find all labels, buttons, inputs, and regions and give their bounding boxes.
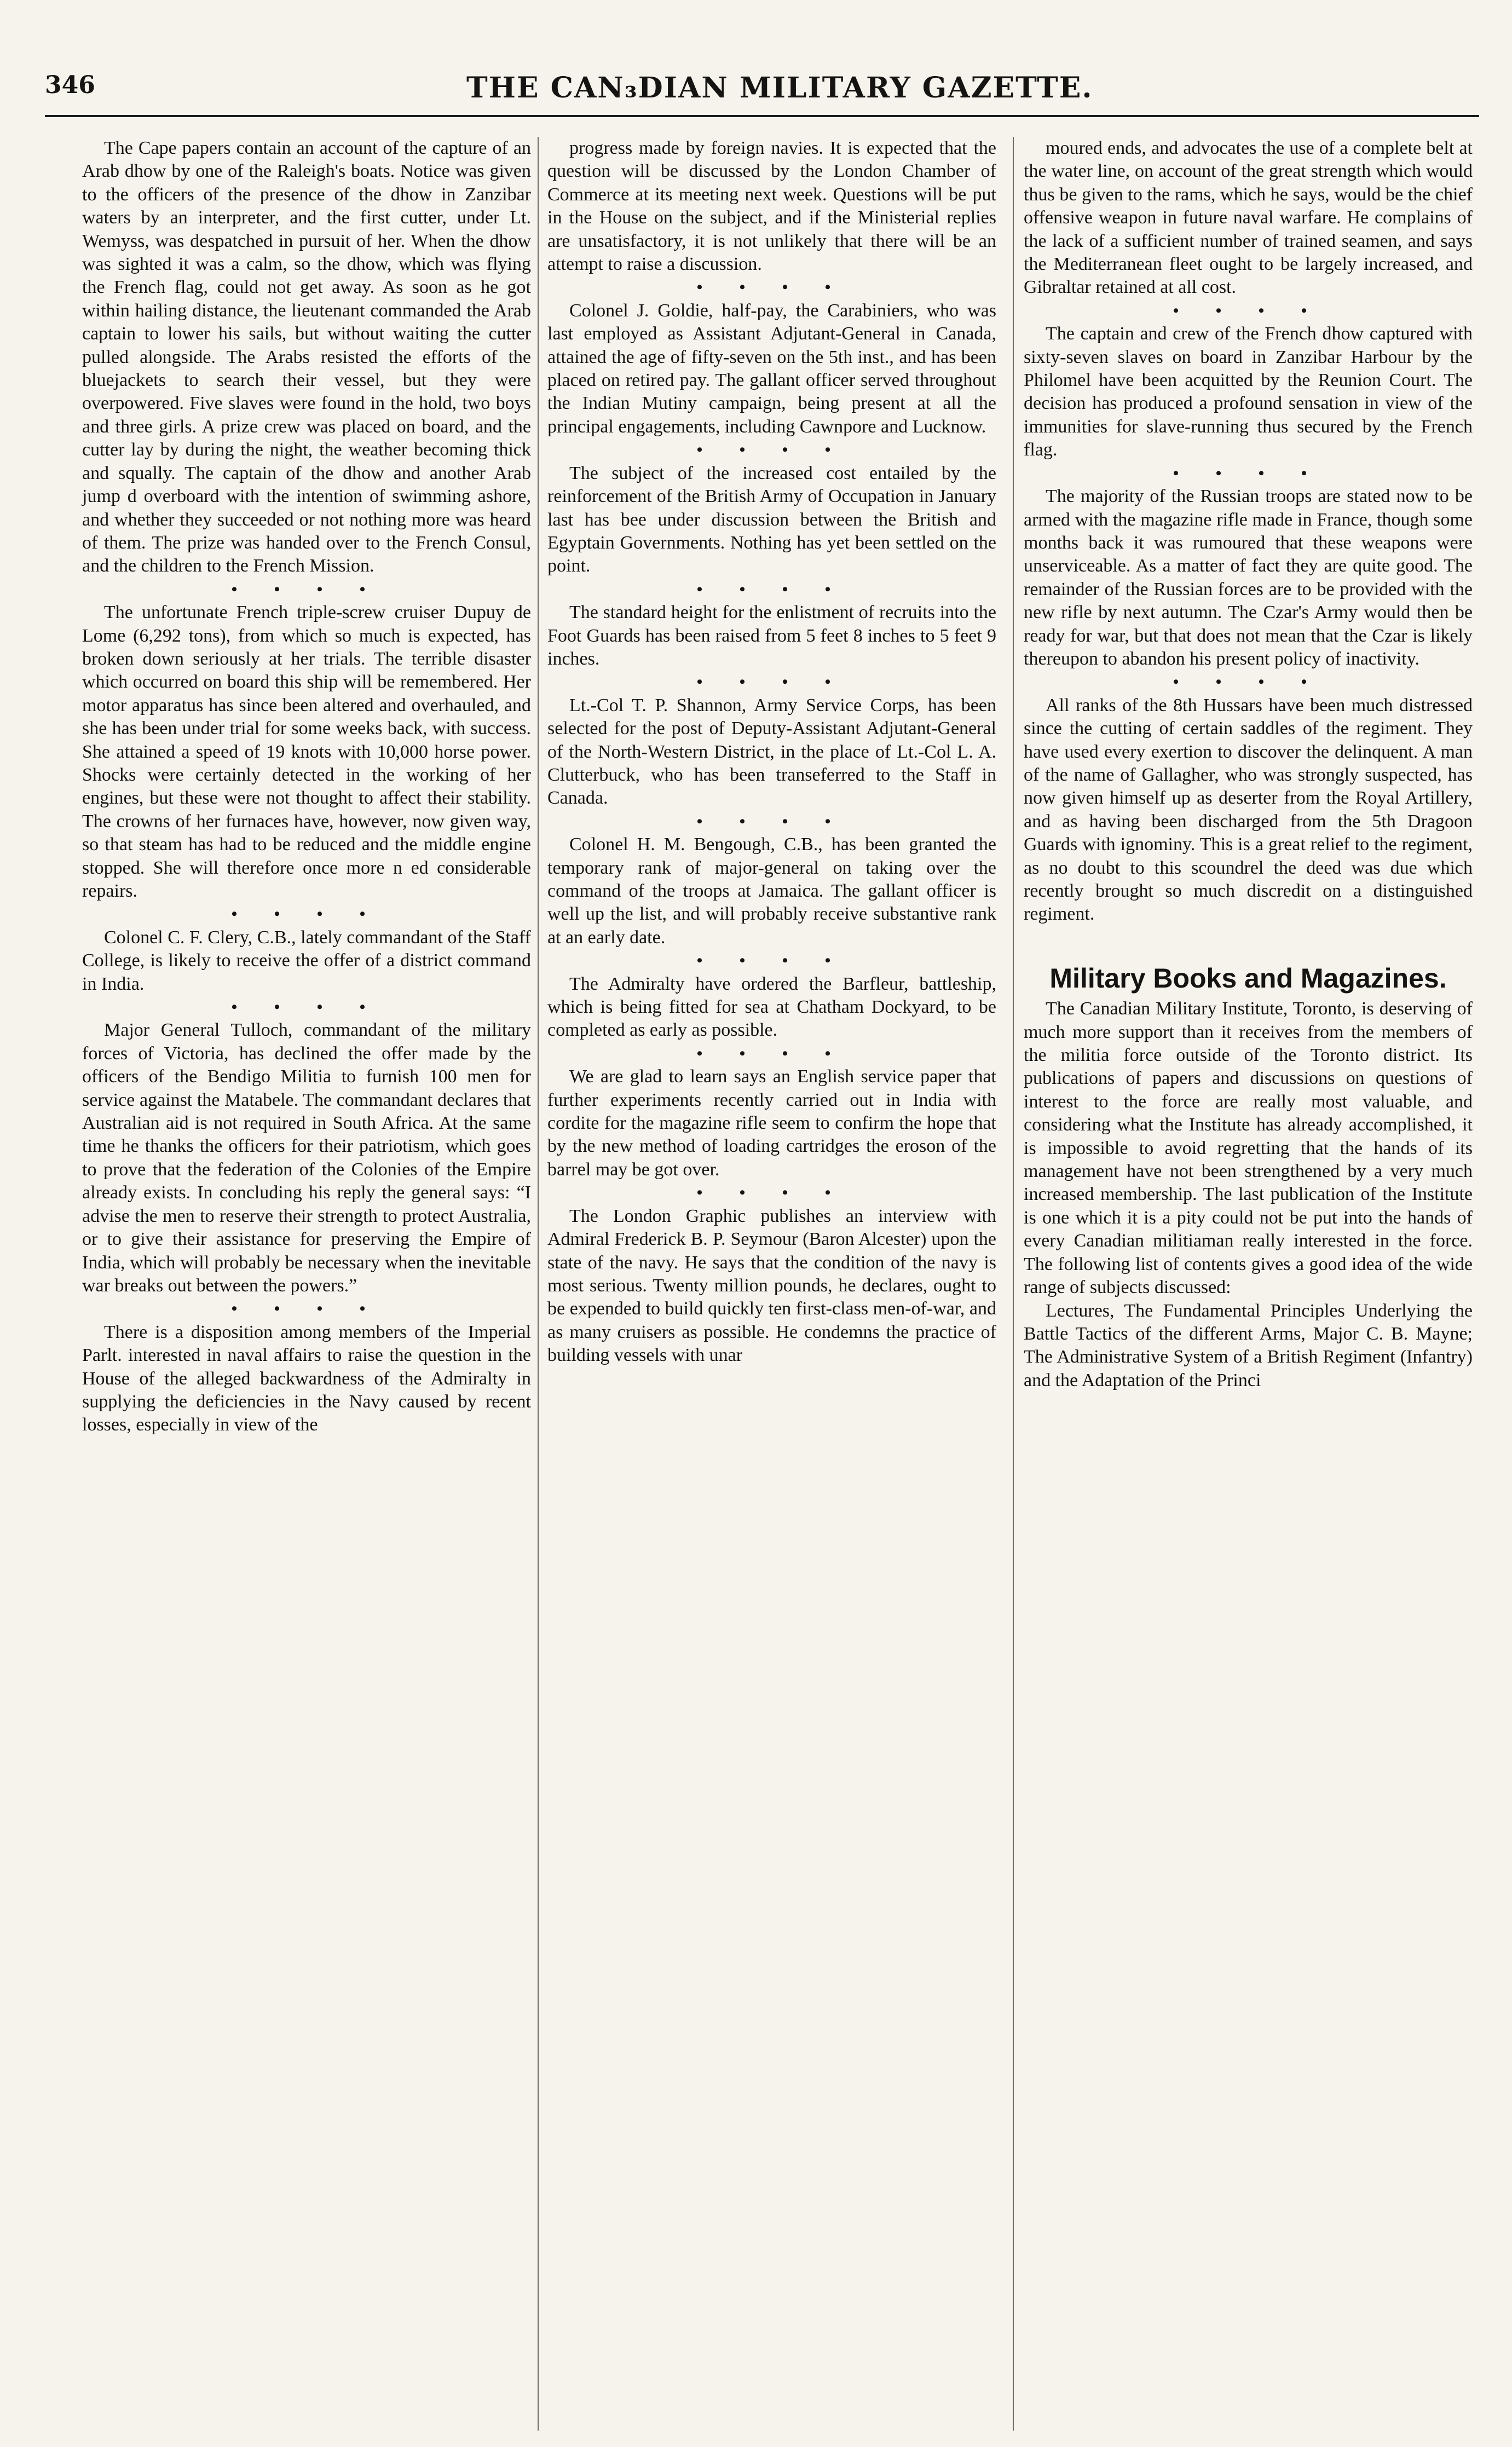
column-2 — [547, 137, 996, 1367]
separator-stars: • • • • — [1173, 464, 1324, 482]
article-admiral-seymour: The London Graphic publishes an interview with Admiral Frederick B. P. Seymour (Baron Alcester) upon the state of the navy. He says that the condition of the navy is most serious. Twenty million pounds, he declares, ought to be expended to build quickly ten first-class men-of-war, and as many cruisers as possible. He condemns the practice of building vessels with unar — [547, 1205, 996, 1366]
column-rule — [538, 137, 539, 2431]
section-heading-military-books: Military Books and Magazines. — [1049, 962, 1447, 994]
article-colonel-bengough: Colonel H. M. Bengough, C.B., has been granted the temporary rank of major-general on taking over the command of the troops at Jamaica. The gallant officer is well up the list, and will probably receive substantive rank at an early date. — [547, 834, 996, 948]
separator-stars: • • • • — [231, 905, 382, 924]
article-army-of-occupation: The subject of the increased cost entailed by the reinforcement of the British Army of Occupation in January last has bee under discussion between the British and Egyptain Governments. Nothing has yet been settled on the point. — [547, 463, 996, 576]
separator-stars: • • • • — [696, 812, 847, 830]
article-dhow-capture: The Cape papers contain an account of the capture of an Arab dhow by one of the Raleigh's boats. Notice was given to the officers of the presence of the dhow in Zanzibar waters by an interpreter, and the first cutter, under Lt. Wemyss, was despatched in pursuit of her. When the dhow was sighted it was a calm, so the dhow, which was flying the French flag, could not get away. As soon as he got within hailing distance, the lieutenant commanded the Arab captain to lower his sails, but without waiting the cutter pulled alongside. The Arabs resisted the efforts of the bluejackets to search their vessel, but they were overpowered. Five slaves were found in the hold, two boys and three girls. A prize crew was placed on board, and the cutter lay by during the night, the weather becoming thick and squally. The captain of the dhow and another Arab jump d overboard with the intention of swimming ashore, and whether they succeeded or not nothing more was heard of them. The prize was handed over to the French Consul, and the children to the French Mission. — [82, 138, 531, 576]
column-rule — [1013, 137, 1014, 2431]
separator-stars: • • • • — [696, 1044, 847, 1063]
separator-stars: • • • • — [696, 278, 847, 297]
article-russian-troops: The majority of the Russian troops are stated now to be armed with the magazine rifle made in France, though some months back it was rumoured that these weapons were unserviceable. As a matter of fact they are quite good. The remainder of the Russian forces are to be provided with the new rifle by next autumn. The Czar's Army would then be ready for war, but that does not mean that the Czar is likely thereupon to abandon his present policy of inactivity. — [1024, 486, 1473, 669]
article-philomel-dhow: The captain and crew of the French dhow captured with sixty-seven slaves on board in Zanzibar Harbour by the Philomel have been acquitted by the Reunion Court. The decision has produced a profound sensation in view of the immunities for slave-running thus secured by the French flag. — [1024, 324, 1473, 460]
separator-stars: • • • • — [1173, 301, 1324, 320]
article-foot-guards-height: The standard height for the enlistment of recruits into the Foot Guards has been raised from 5 feet 8 inches to 5 feet 9 inches. — [547, 602, 996, 669]
article-lt-col-shannon: Lt.-Col T. P. Shannon, Army Service Corps, has been selected for the post of Deputy-Assistant Adjutant-General of the North-Western District, in the place of Lt.-Col L. A. Clutterbuck, who has been transeferred to the Staff in Canada. — [547, 695, 996, 809]
separator-stars: • • • • — [231, 998, 382, 1017]
page-number: 346 — [45, 71, 95, 99]
separator-stars: • • • • — [696, 1184, 847, 1202]
article-foreign-navies: progress made by foreign navies. It is expected that the question will be discussed by the London Chamber of Commerce at its meeting next week. Questions will be put in the House on the subject, and if the Ministerial replies are unsatisfactory, it is not unlikely that there will be an attempt to raise a discussion. — [547, 138, 996, 275]
separator-stars: • • • • — [231, 1300, 382, 1318]
column-3 — [1024, 137, 1473, 1392]
masthead — [45, 71, 1479, 109]
article-dupuy-de-lome: The unfortunate French triple-screw cruiser Dupuy de Lome (6,292 tons), from which so much is expected, has broken down seriously at her trials. The terrible disaster which occurred on board this ship will be remembered. Her motor apparatus has since been altered and overhauled, and she has been under trial for some weeks back, with success. She attained a speed of 19 knots with 10,000 horse power. Shocks were certainly detected in the working of her engines, but these were not thought to affect their stability. The crowns of her furnaces have, however, now given way, so that steam has had to be reduced and the middle engine stopped. She will therefore once more n ed considerable repairs. — [82, 602, 531, 901]
column-1 — [82, 137, 531, 1437]
separator-stars: • • • • — [696, 580, 847, 598]
article-colonel-clery: Colonel C. F. Clery, C.B., lately commandant of the Staff College, is likely to receive the offer of a district command in India. — [82, 927, 531, 994]
article-barfleur: The Admiralty have ordered the Barfleur, battleship, which is being fitted for sea at Chatham Dockyard, to be completed as early as possible. — [547, 973, 996, 1041]
article-general-tulloch: Major General Tulloch, commandant of the military forces of Victoria, has declined the offer made by the officers of the Bendigo Militia to furnish 100 men for service against the Matabele. The commandant declares that Australian aid is not required in South Africa. At the same time he thanks the officers for their patriotism, which goes to prove that the federation of the Colonies of the Empire already exists. In concluding his reply the general says: “I advise the men to reserve their strength to protect Australia, or to give their assistance for preserving the Empire of India, which will probably be necessary when the inevitable war breaks out between the powers.” — [82, 1020, 531, 1296]
article-cordite: We are glad to learn says an English service paper that further experiments recently carried out in India with cordite for the magazine rifle seem to confirm the hope that by the new method of loading cartridges the eroson of the barrel may be got over. — [547, 1066, 996, 1180]
separator-stars: • • • • — [696, 441, 847, 459]
separator-stars: • • • • — [231, 580, 382, 598]
masthead-rule — [45, 115, 1479, 117]
article-seymour-continued: moured ends, and advocates the use of a complete belt at the water line, on account of the great strength which would thus be given to the rams, which he says, would be the chief offensive weapon in future naval warfare. He complains of the lack of a sufficient number of trained seamen, and says the Mediterranean fleet ought to be largely increased, and Gibraltar retained at all cost. — [1024, 138, 1473, 298]
separator-stars: • • • • — [696, 673, 847, 691]
gazette-title: THE CAN₃DIAN MILITARY GAZETTE. — [466, 71, 1093, 105]
separator-stars: • • • • — [1173, 673, 1324, 691]
article-8th-hussars: All ranks of the 8th Hussars have been much distressed since the cutting of certain saddles of the regiment. They have used every exertion to discover the delinquent. A man of the name of Gallagher, who was strongly suspected, has now given himself up as deserter from the Royal Artillery, and as having been discharged from the 5th Dragoon Guards with ignominy. This is a great relief to the regiment, as no doubt to this scoundrel the deed was due which recently brought so much discredit on a distinguished regiment. — [1024, 695, 1473, 925]
article-admiralty-backwardness: There is a disposition among members of the Imperial Parlt. interested in naval affairs to raise the question in the House of the alleged backwardness of the Admiralty in supplying the deficiencies in the Navy caused by recent losses, especially in view of the — [82, 1321, 531, 1435]
article-military-institute: The Canadian Military Institute, Toronto, is deserving of much more support than it receives from the members of the militia force outside of the Toronto district. Its publications of papers and discussions on questions of interest to the force are really most valuable, and considering what the Institute has already accomplished, it is impossible to avoid regretting that the hands of its management have not been strengthened by a very much increased membership. The last publication of the Institute is one which it is a pity could not be put into the hands of every Canadian militiaman really interested in the force. The following list of contents gives a good idea of the wide range of subjects discussed: — [1024, 999, 1473, 1298]
article-colonel-goldie: Colonel J. Goldie, half-pay, the Carabiniers, who was last employed as Assistant Adjutant-General in Canada, attained the age of fifty-seven on the 5th inst., and has been placed on retired pay. The gallant officer served throughout the Indian Mutiny campaign, being present at all the principal engagements, including Cawnpore and Lucknow. — [547, 300, 996, 437]
article-lectures-list: Lectures, The Fundamental Principles Underlying the Battle Tactics of the different Arms, Major C. B. Mayne; The Administrative System of a British Regiment (Infantry) and the Adaptation of the Princi — [1024, 1300, 1473, 1390]
separator-stars: • • • • — [696, 951, 847, 970]
